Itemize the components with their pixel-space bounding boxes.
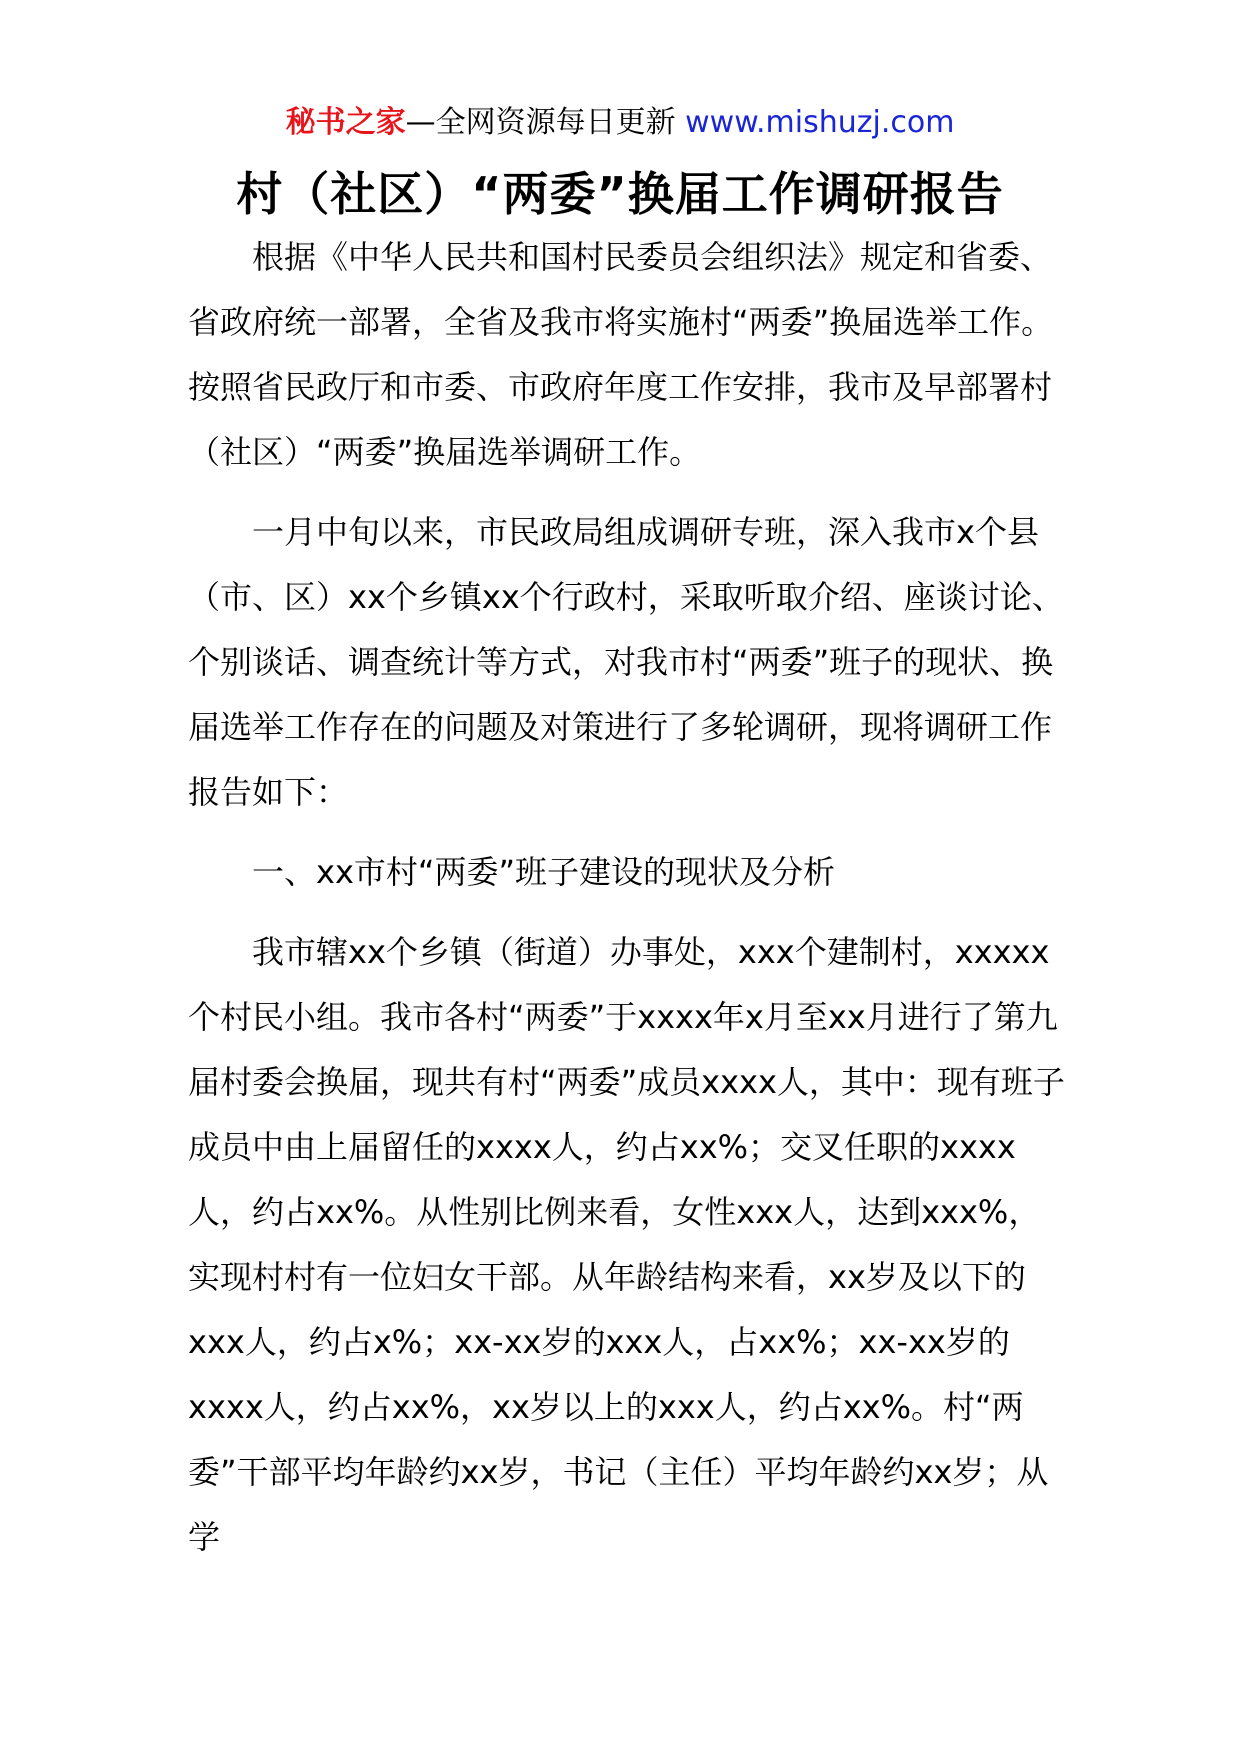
paragraph-research: 一月中旬以来，市民政局组成调研专班，深入我市x个县（市、区）xx个乡镇xx个行政村，采取听取介绍、座谈讨论、个别谈话、调查统计等方式，对我市村“两委”班子的现状、换届选举工作存在的问题及对策进行了多轮调研，现将调研工作报告如下： (188, 513, 1064, 811)
section-heading-1: 一、xx市村“两委”班子建设的现状及分析 (252, 853, 836, 891)
site-url-link[interactable]: www.mishuzj.com (685, 105, 955, 140)
document-body (188, 225, 1068, 1570)
site-banner (0, 100, 1240, 146)
banner-tagline: —全网资源每日更新 (405, 105, 686, 140)
paragraph-status: 我市辖xx个乡镇（街道）办事处，xxx个建制村，xxxxx个村民小组。我市各村“两委”于xxxx年x月至xx月进行了第九届村委会换届，现共有村“两委”成员xxxx人，其中：现有班子成员中由上届留任的xxxx人，约占xx%；交叉任职的xxxx人，约占xx%。从性别比例来看，女性xxx人，达到xxx%，实现村村有一位妇女干部。从年龄结构来看，xx岁及以下的xxx人，约占x%；xx-xx岁的xxx人，占xx%；xx-xx岁的xxxx人，约占xx%，xx岁以上的xxx人，约占xx%。村“两委”干部平均年龄约xx岁，书记（主任）平均年龄约xx岁；从学 (188, 933, 1065, 1556)
brand-name: 秘书之家 (285, 105, 406, 140)
document-title: 村（社区）“两委”换届工作调研报告 (236, 167, 1004, 221)
paragraph-intro: 根据《中华人民共和国村民委员会组织法》规定和省委、省政府统一部署，全省及我市将实施村“两委”换届选举工作。按照省民政厅和市委、市政府年度工作安排，我市及早部署村（社区）“两委”换届选举调研工作。 (188, 238, 1054, 471)
